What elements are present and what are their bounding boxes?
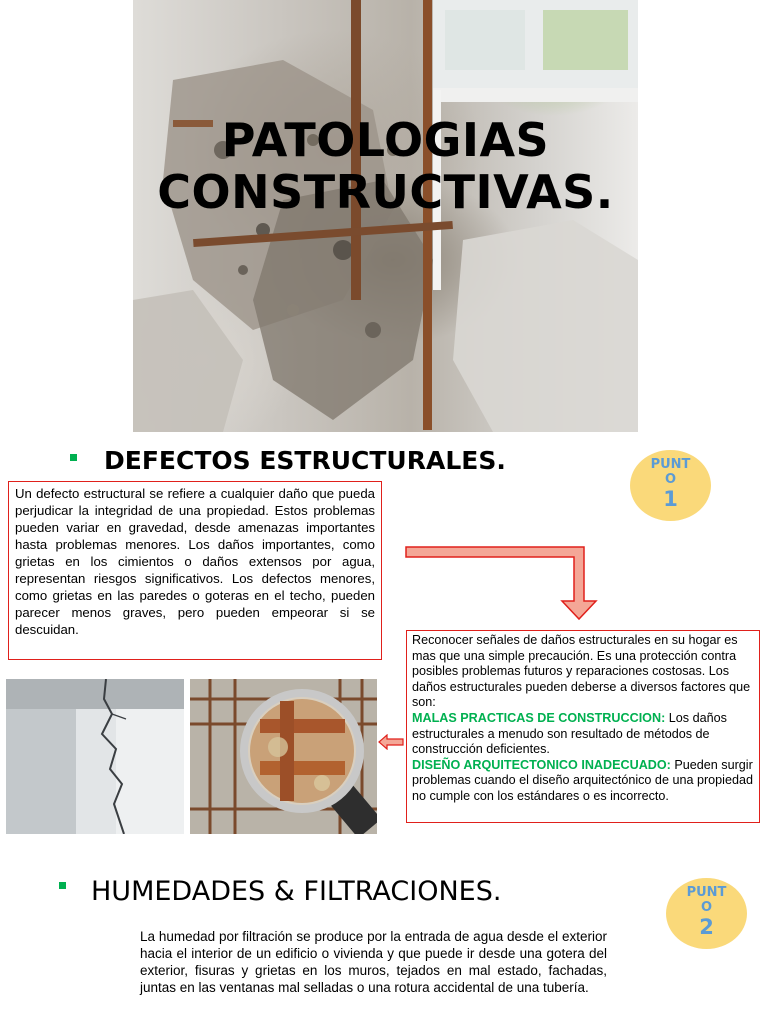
arrow-left-icon xyxy=(378,734,404,750)
humedades-text-block xyxy=(140,928,607,996)
intro-paragraph: Un defecto estructural se refiere a cualquier daño que pueda perjudicar la integridad de una propiedad. Estos problemas pueden variar en gravedad, desde amenazas importantes hasta problemas menores. Los daños importantes, como grietas en los cimientos o daños extensos por agua, representan riesgos significativos. Los defectos menores, como grietas en las paredes o goteras en el techo, pueden parecer menos graves, pero pueden empeorar si se descuidan. xyxy=(15,486,375,637)
point-badge-1 xyxy=(630,450,711,521)
cause-1-text: Los daños estructurales a menudo son resultado de métodos de construcción deficientes. xyxy=(412,710,727,757)
badge-number: 1 xyxy=(663,487,678,511)
magnifier-rebar-photo xyxy=(190,679,377,834)
causes-paragraph xyxy=(412,633,754,805)
intro-text-box xyxy=(8,481,382,660)
green-square-bullet-icon xyxy=(70,454,77,461)
detail-text: Reconocer señales de daños estructurales en su hogar es mas que una simple precaución. Es una protección contra posibles problemas futuros y reparaciones costosas. Los daños estructurales pueden deberse a diversos factores que son: xyxy=(412,633,751,710)
humedades-paragraph: La humedad por filtración se produce por la entrada de agua desde el exterior hacia el interior de un edificio o vivienda y que puede ir desde una gotera del exterior, fisuras y grietas en los muros, tejados en mal estado, fachadas, juntas en las ventanas mal selladas o una rotura accidental de una tubería. xyxy=(140,929,607,995)
point-badge-2 xyxy=(666,878,747,949)
title-line-2: CONSTRUCTIVAS. xyxy=(157,165,614,219)
section-title-defectos: DEFECTOS ESTRUCTURALES. xyxy=(104,446,506,475)
title-line-1: PATOLOGIAS xyxy=(221,113,550,167)
cause-2-title: DISEÑO ARQUITECTONICO INADECUADO: xyxy=(412,757,671,772)
causes-text-box xyxy=(406,630,760,823)
badge-number: 2 xyxy=(699,915,714,939)
badge-label: PUNT O xyxy=(650,457,691,487)
page-title xyxy=(133,114,638,218)
green-square-bullet-icon xyxy=(59,882,66,889)
cause-2-text: Pueden surgir problemas cuando el diseño arquitectónico de una propiedad no cumple con los estándares o es incorrecto. xyxy=(412,757,753,803)
bent-arrow-down-icon xyxy=(404,544,598,622)
hero-image xyxy=(133,0,638,432)
badge-label: PUNT O xyxy=(686,885,727,915)
cause-1-title: MALAS PRACTICAS DE CONSTRUCCION: xyxy=(412,710,666,725)
cracked-wall-photo xyxy=(6,679,184,834)
section-title-humedades: HUMEDADES & FILTRACIONES. xyxy=(91,876,502,907)
